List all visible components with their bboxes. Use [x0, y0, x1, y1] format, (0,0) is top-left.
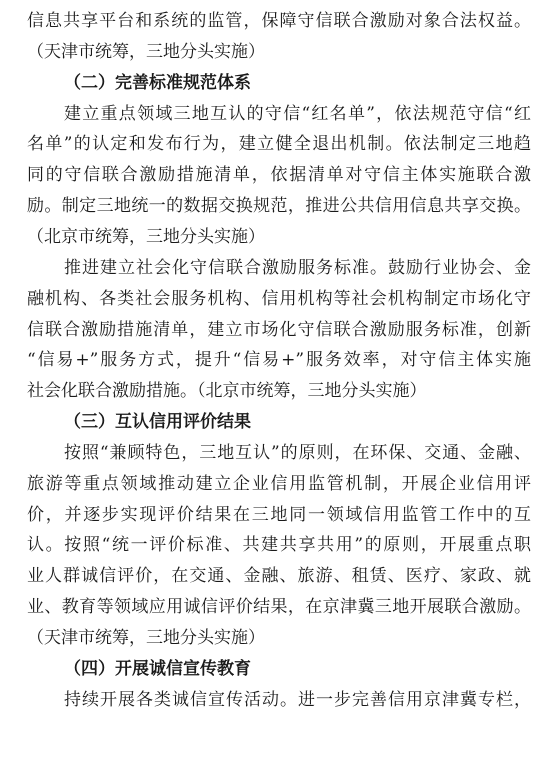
text-line: 信息共享平台和系统的监管，保障守信联合激励对象合法权益。: [27, 11, 531, 31]
section-heading: （三）互认信用评价结果: [64, 412, 251, 433]
text-line: （天津市统筹，三地分头实施）: [27, 628, 265, 648]
text-line: “信易+”服务方式，提升“信易+”服务效率，对守信主体实施: [27, 350, 531, 371]
text-line: 励。制定三地统一的数据交换规范，推进公共信用信息共享交换。: [27, 196, 531, 217]
text-line: 价，并逐步实现评价结果在三地同一领域信用监管工作中的互: [27, 504, 531, 525]
text-line: （北京市统筹，三地分头实施）: [27, 226, 265, 247]
section-heading: （四）开展诚信宣传教育: [64, 658, 251, 679]
text-line: 名单”的认定和发布行为，建立健全退出机制。依法制定三地趋: [27, 134, 531, 155]
text-line: （天津市统筹，三地分头实施）: [27, 41, 265, 62]
section-heading: （二）完善标准规范体系: [64, 72, 251, 93]
text-line: 业人群诚信评价，在交通、金融、旅游、租赁、医疗、家政、就: [27, 566, 531, 587]
text-line: 业、教育等领域应用诚信评价结果，在京津冀三地开展联合激励。: [27, 597, 531, 618]
text-line: 推进建立社会化守信联合激励服务标准。鼓励行业协会、金: [64, 257, 531, 278]
text-line: 建立重点领域三地互认的守信“红名单”，依法规范守信“红: [64, 103, 531, 124]
text-line: 信联合激励措施清单，建立市场化守信联合激励服务标准，创新: [27, 319, 531, 340]
text-line: 按照“兼顾特色，三地互认”的原则，在环保、交通、金融、: [64, 442, 531, 463]
text-line: 社会化联合激励措施。（北京市统筹，三地分头实施）: [27, 381, 427, 402]
text-line: 同的守信联合激励措施清单，依据清单对守信主体实施联合激: [27, 165, 531, 186]
text-line: 旅游等重点领域推动建立企业信用监管机制，开展企业信用评: [27, 473, 531, 494]
text-line: 认。按照“统一评价标准、共建共享共用”的原则，开展重点职: [27, 535, 531, 556]
text-line: 持续开展各类诚信宣传活动。进一步完善信用京津冀专栏，: [64, 689, 531, 710]
text-line: 融机构、各类社会服务机构、信用机构等社会机构制定市场化守: [27, 288, 531, 309]
